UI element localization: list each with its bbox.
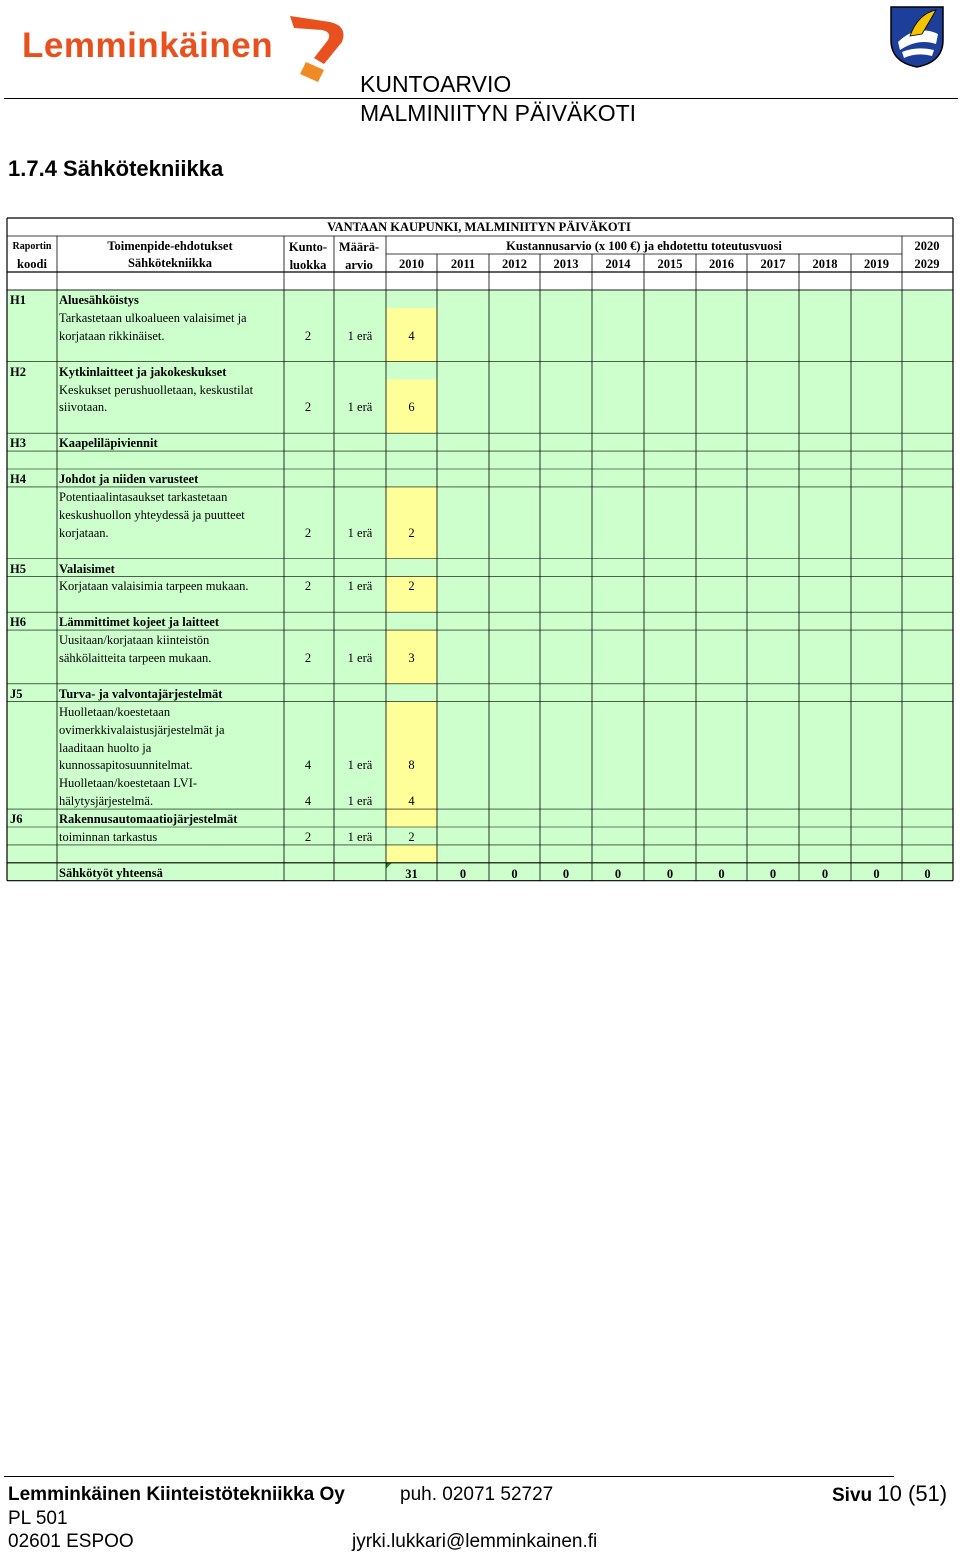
- item-text-line: Korjataan valaisimia tarpeen mukaan.: [59, 579, 249, 594]
- item-text-line: Uusitaan/korjataan kiinteistön: [59, 633, 210, 648]
- item-text-line: laaditaan huolto ja: [59, 740, 152, 755]
- footer-divider: [4, 1476, 894, 1477]
- footer-page: [832, 1483, 947, 1507]
- item-cost-2010: 4: [408, 328, 415, 343]
- total-value: 31: [405, 866, 418, 881]
- group-title: Kytkinlaitteet ja jakokeskukset: [59, 364, 227, 379]
- total-value: 0: [562, 866, 570, 881]
- item-cost-2010: 2: [408, 579, 415, 594]
- item-cost-2010: 3: [408, 651, 415, 665]
- year-header-2013: 2013: [553, 257, 579, 271]
- group-title: Turva- ja valvontajärjestelmät: [59, 686, 223, 701]
- group-code: J6: [10, 812, 23, 827]
- group-code: H4: [10, 472, 26, 486]
- item-maara: 1 erä: [347, 579, 373, 594]
- col-header-toimenpide: Toimenpide-ehdotukset: [107, 239, 233, 253]
- group-code: J5: [10, 686, 23, 701]
- item-kunto: 4: [304, 794, 312, 809]
- item-text-line: Potentiaalintasaukset tarkastetaan: [59, 489, 228, 504]
- item-maara: 1 erä: [347, 830, 373, 844]
- group-title: Valaisimet: [59, 561, 115, 576]
- col-header-kunto: Kunto-: [288, 240, 328, 254]
- item-text-line: kunnossapitosuunnitelmat.: [59, 758, 193, 773]
- year-header-2015: 2015: [657, 257, 683, 271]
- cost-header: Kustannusarvio (x 100 €) ja ehdotettu toteutusvuosi: [506, 239, 782, 253]
- col-header-koodi: koodi: [17, 257, 47, 271]
- col-header-maara: Määrä-: [338, 240, 380, 254]
- item-cost-2010: 8: [408, 758, 415, 773]
- item-kunto: 2: [304, 328, 312, 343]
- total-value: 0: [821, 866, 829, 881]
- year-header-2010: 2010: [399, 257, 424, 271]
- footer-page-label: Sivu: [832, 1485, 873, 1506]
- year-header-2011: 2011: [450, 257, 476, 271]
- year-header-2014: 2014: [605, 257, 631, 271]
- total-value: 0: [718, 866, 725, 881]
- section-title: 1.7.4 Sähkötekniikka: [8, 156, 224, 181]
- col-header-raportin: [8, 240, 56, 254]
- footer-phone: puh. 02071 52727: [400, 1484, 554, 1505]
- year-header-2016: 2016: [709, 257, 734, 271]
- item-text-line: siivotaan.: [59, 400, 108, 415]
- item-maara: 1 erä: [347, 328, 373, 343]
- table-caption: VANTAAN KAUPUNKI, MALMINIITYN PÄIVÄKOTI: [327, 220, 631, 234]
- col-header-arvio: arvio: [345, 258, 373, 272]
- total-value: 0: [666, 866, 674, 881]
- doc-subtitle: MALMINIITYN PÄIVÄKOTI: [360, 100, 637, 126]
- year-header-2018: 2018: [812, 257, 838, 271]
- item-maara: 1 erä: [347, 651, 373, 665]
- item-maara: 1 erä: [347, 400, 373, 415]
- item-cost-2010: 2: [408, 525, 415, 540]
- group-code: H1: [10, 293, 26, 307]
- footer-company: Lemminkäinen Kiinteistötekniikka Oy: [8, 1484, 345, 1505]
- total-value: 0: [459, 866, 467, 881]
- group-title: Johdot ja niiden varusteet: [59, 472, 199, 486]
- year-header-2019: 2019: [864, 257, 889, 271]
- group-title: Lämmittimet kojeet ja laitteet: [59, 615, 219, 630]
- item-text-line: korjataan.: [59, 525, 109, 540]
- item-text-line: ovimerkkivalaistusjärjestelmät ja: [59, 722, 225, 737]
- item-kunto: 2: [304, 400, 312, 415]
- item-kunto: 2: [304, 651, 312, 665]
- group-code: H2: [10, 364, 26, 379]
- item-text-line: Huolletaan/koestetaan LVI-: [59, 776, 198, 791]
- doc-title: KUNTOARVIO: [360, 71, 512, 97]
- group-code: H5: [10, 561, 26, 576]
- group-code: H6: [10, 615, 26, 630]
- item-text-line: Tarkastetaan ulkoalueen valaisimet ja: [59, 310, 247, 325]
- item-kunto: 4: [304, 758, 312, 773]
- col-header-sahkotekniikka: Sähkötekniikka: [127, 256, 213, 270]
- footer-email: jyrki.lukkari@lemminkainen.fi: [352, 1531, 598, 1552]
- total-value: 0: [924, 866, 931, 881]
- item-maara: 1 erä: [347, 758, 373, 773]
- item-maara: 1 erä: [347, 525, 373, 540]
- year-header-2012: 2012: [502, 257, 527, 271]
- item-text-line: toiminnan tarkastus: [59, 830, 158, 844]
- item-text-line: sähkölaitteita tarpeen mukaan.: [59, 651, 212, 665]
- col-header-2020: 2020: [914, 239, 940, 253]
- col-header-2029: 2029: [914, 257, 940, 271]
- col-header-luokka: luokka: [289, 258, 327, 272]
- footer-city: 02601 ESPOO: [8, 1531, 134, 1552]
- col-header-raportin-line1: Raportin: [12, 241, 52, 252]
- group-title: Aluesähköistys: [59, 293, 139, 307]
- item-text-line: Keskukset perushuolletaan, keskustilat: [59, 382, 254, 397]
- item-kunto: 2: [304, 579, 312, 594]
- item-cost-2010: 2: [408, 830, 415, 844]
- item-text-line: keskushuollon yhteydessä ja puutteet: [59, 507, 245, 522]
- item-kunto: 2: [304, 525, 312, 540]
- group-title: Rakennusautomaatiojärjestelmät: [59, 812, 238, 827]
- item-text-line: korjataan rikkinäiset.: [59, 328, 165, 343]
- total-value: 0: [511, 866, 518, 881]
- item-kunto: 2: [304, 830, 312, 844]
- footer-po-box: PL 501: [8, 1508, 68, 1529]
- footer-page-value: 10 (51): [877, 1481, 948, 1506]
- item-text-line: Huolletaan/koestetaan: [59, 704, 171, 719]
- item-cost-2010: 4: [408, 794, 415, 809]
- group-code: H3: [10, 436, 26, 451]
- year-header-2017: 2017: [760, 257, 786, 271]
- group-title: Kaapeliläpiviennit: [59, 436, 158, 451]
- total-label: Sähkötyöt yhteensä: [59, 865, 163, 880]
- total-value: 0: [873, 866, 880, 881]
- item-text-line: hälytysjärjestelmä.: [59, 794, 154, 809]
- total-value: 0: [769, 866, 777, 881]
- total-value: 0: [614, 866, 622, 881]
- item-cost-2010: 6: [408, 400, 415, 415]
- logo-text: Lemminkäinen: [22, 26, 274, 65]
- item-maara: 1 erä: [347, 794, 373, 809]
